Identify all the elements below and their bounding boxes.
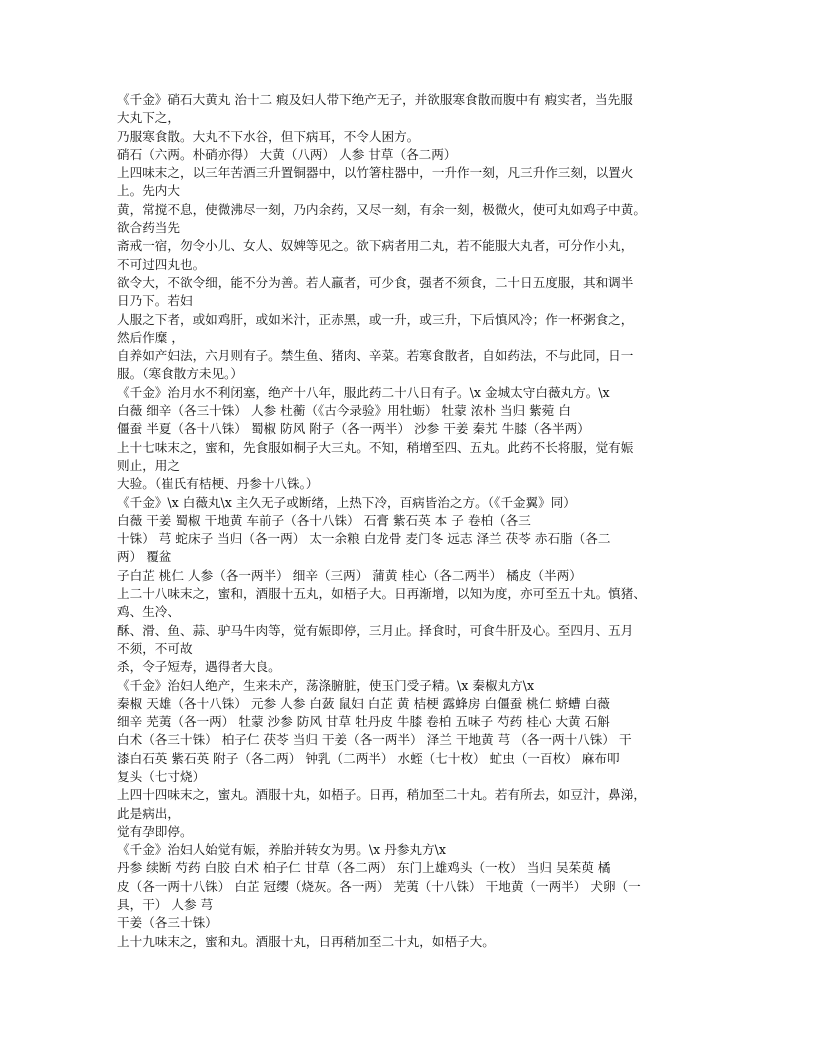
- text-line: 欲合药当先: [117, 220, 180, 236]
- text-line: 杀，令子短寿，遇得者大良。: [117, 659, 281, 675]
- text-line: 大丸下之，: [117, 110, 180, 126]
- text-line: 上十七味末之，蜜和，先食服如桐子大三丸。不知，稍增至四、五丸。此药不长将服，觉有娠: [117, 439, 634, 455]
- text-line: 服。（寒食散方未见。）: [117, 366, 243, 382]
- text-line: 上二十八味末之，蜜和，酒服十五丸，如梧子大。日再渐增，以知为度，亦可至五十丸。慎猪、: [117, 586, 646, 602]
- text-line: 《千金》\x 白薇丸\x 主久无子或断绪，上热下冷，百病皆治之方。（《千金翼》同）: [117, 494, 576, 510]
- text-line: 子白芷 桃仁 人参（各一两半） 细辛（三两） 蒲黄 桂心（各二两半） 橘皮（半两）: [117, 567, 582, 583]
- text-line: 酥、滑、鱼、蒜、驴马牛肉等，觉有娠即停，三月止。择食时，可食牛肝及心。至四月、五月: [117, 622, 634, 638]
- text-line: 上。先内大: [117, 183, 180, 199]
- text-line: 白薇 干姜 蜀椒 干地黄 车前子（各十八铢） 石膏 紫石英 本 子 卷柏（各三: [117, 512, 531, 528]
- text-line: 十铢） 芎 蛇床子 当归（各一两） 太一余粮 白龙骨 麦门冬 远志 泽兰 茯苓 赤石脂（各二: [117, 531, 611, 547]
- text-line: 觉有孕即停。: [117, 823, 193, 839]
- text-line: 《千金》硝石大黄丸 治十二 瘕及妇人带下绝产无子，并欲服寒食散而腹中有 瘕实者，当先服: [117, 92, 633, 107]
- text-line: 具，干） 人参 芎: [117, 897, 214, 913]
- text-line: 《千金》治妇人始觉有娠，养胎并转女为男。\x 丹参丸方\x: [117, 842, 446, 858]
- text-line: 秦椒 天雄（各十八铢） 元参 人参 白蔹 鼠妇 白芷 黄 桔梗 露蜂房 白僵蚕 桃仁 蛴螬 白薇: [117, 695, 610, 711]
- text-line: 细辛 芜荑（各一两） 牡蒙 沙参 防风 甘草 牡丹皮 牛膝 卷柏 五味子 芍药 桂心 大黄 石斛: [117, 714, 610, 730]
- text-line: 上四味末之，以三年苦酒三升置铜器中，以竹箸柱器中，一升作一刻，凡三升作三刻，以置火: [117, 165, 634, 181]
- text-line: 皮（各一两十八铢） 白芷 冠缨（烧灰。各一两） 芜荑（十八铢） 干地黄（一两半） 犬卵（一: [117, 878, 641, 894]
- text-line: 自养如产妇法，六月则有子。禁生鱼、猪肉、辛菜。若寒食散者，自如药法，不与此同，日一: [117, 348, 634, 364]
- text-line: 不须，不可故: [117, 640, 193, 656]
- text-line: 然后作糜 ，: [117, 329, 184, 345]
- text-line: 漆白石英 紫石英 附子（各二两） 钟乳（二两半） 水蛭（七十枚） 虻虫（一百枚） 麻布叩: [117, 750, 620, 766]
- text-line: 人服之下者，或如鸡肝，或如米汁，正赤黑，或一升，或三升，下后慎风冷；作一杯粥食之，: [117, 311, 634, 327]
- document-body: [117, 91, 717, 951]
- text-line: 不可过四丸也。: [117, 256, 206, 272]
- text-line: 《千金》治月水不利闭塞，绝产十八年，服此药二十八日有子。\x 金城太守白薇丸方。\x: [117, 384, 610, 400]
- text-line: 白薇 细辛（各三十铢） 人参 杜蘅（《古今录验》用牡蛎） 牡蒙 浓朴 当归 紫菀 白: [117, 403, 571, 419]
- text-line: 上十九味末之，蜜和丸。酒服十丸，日再稍加至二十丸，如梧子大。: [117, 933, 495, 949]
- text-line: 上四十四味末之，蜜丸。酒服十丸，如梧子。日再，稍加至二十丸。若有所去，如豆汁，鼻涕，: [117, 787, 646, 803]
- text-line: 僵蚕 半夏（各十八铢） 蜀椒 防风 附子（各一两半） 沙参 干姜 秦艽 牛膝（各半两）: [117, 421, 590, 437]
- text-line: 则止，用之: [117, 457, 180, 473]
- text-line: 白术（各三十铢） 柏子仁 茯苓 当归 干姜（各一两半） 泽兰 干地黄 芎 （各一两十八铢） 干: [117, 732, 632, 748]
- text-line: 黄，常搅不息，使微沸尽一刻，乃内余药，又尽一刻，有余一刻，极微火，使可丸如鸡子中黄。: [117, 201, 646, 217]
- text-line: 鸡、生冷、: [117, 604, 180, 620]
- text-line: 日乃下。若妇: [117, 293, 193, 309]
- text-line: 硝石（六两。朴硝亦得） 大黄（八两） 人参 甘草（各二两）: [117, 146, 457, 162]
- text-line: 复头（七寸烧）: [117, 768, 206, 784]
- text-line: 丹参 续断 芍药 白胶 白术 柏子仁 甘草（各二两） 东门上雄鸡头（一枚） 当归 吴茱萸 橘: [117, 860, 611, 876]
- text-line: 大验。（崔氏有桔梗、丹参十八铢。）: [117, 476, 319, 492]
- text-line: 斋戒一宿，勿令小儿、女人、奴婢等见之。欲下病者用二丸，若不能服大丸者，可分作小丸，: [117, 238, 634, 254]
- text-line: 两） 覆盆: [117, 549, 172, 565]
- text-line: 欲令大，不欲令细，能不分为善。若人羸者，可少食，强者不须食，二十日五度服，其和调半: [117, 274, 634, 290]
- text-line: 干姜（各三十铢）: [117, 915, 218, 931]
- text-line: 此是病出，: [117, 805, 180, 821]
- text-line: 乃服寒食散。大丸不下水谷，但下病耳，不令人困方。: [117, 128, 420, 144]
- text-line: 《千金》治妇人绝产，生来未产，荡涤腑脏，使玉门受子精。\x 秦椒丸方\x: [117, 677, 535, 693]
